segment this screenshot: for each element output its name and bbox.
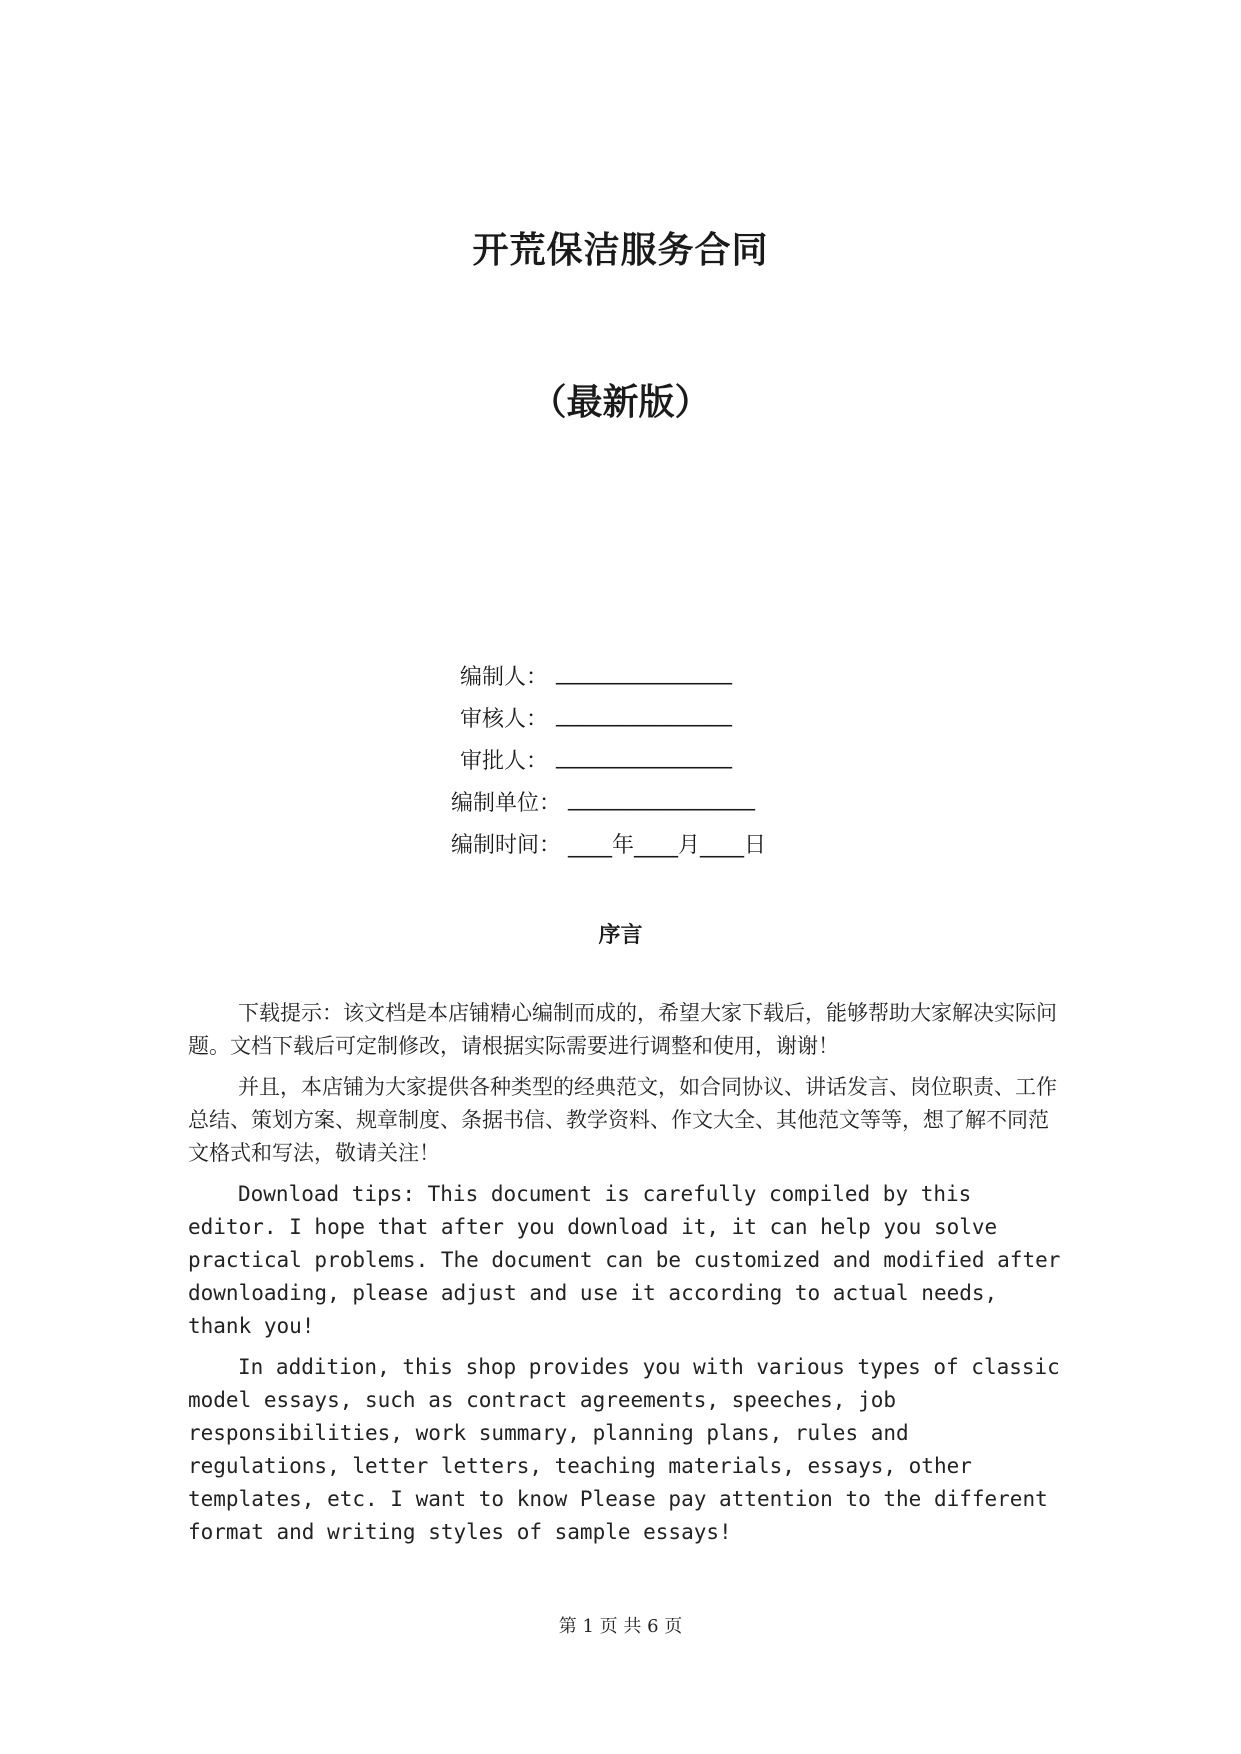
field-label-approver: 审批人：: [459, 749, 548, 774]
preface-paragraph: Download tips: This document is carefully compiled by this editor. I hope that after you download it, it can help you solve practical problems. The document can be customized and modified after downloading, please adjust and use it according to actual needs, thank you!: [188, 1182, 1061, 1338]
preface-paragraph: In addition, this shop provides you with various types of classic model essays, such as contract agreements, speeches, job responsibilities, work summary, planning plans, rules and regulations, letter letters, teaching materials, essays, other templates, etc. I want to know Please pay attention to the different format and writing styles of sample essays!: [188, 1355, 1060, 1544]
field-value-compiler: ________________: [556, 660, 732, 685]
form-row-approver: [0, 744, 1241, 784]
field-label-compiler: 编制人：: [459, 665, 548, 690]
document-subtitle: （最新版）: [530, 381, 711, 423]
preface-heading: 序言: [598, 923, 643, 948]
form-row-compiler: [0, 660, 1241, 700]
form-row-date: [0, 828, 1241, 868]
form-row-reviewer: [0, 702, 1241, 742]
field-value-approver: ________________: [556, 744, 732, 769]
page-number: 第 1 页 共 6 页: [558, 1616, 683, 1637]
field-value-reviewer: ________________: [556, 702, 732, 727]
field-value-unit: _________________: [568, 786, 755, 811]
field-label-unit: 编制单位：: [450, 791, 561, 816]
field-label-date: 编制时间：: [450, 833, 561, 858]
field-label-reviewer: 审核人：: [459, 707, 548, 732]
preface-paragraph: 并且，本店铺为大家提供各种类型的经典范文，如合同协议、讲话发言、岗位职责、工作总结、策划方案、规章制度、条据书信、教学资料、作文大全、其他范文等等，想了解不同范文格式和写法，敬请关注！: [188, 1075, 1057, 1165]
form-row-unit: [0, 786, 1241, 826]
preface-body: [188, 997, 1068, 1557]
preface-paragraph: 下载提示：该文档是本店铺精心编制而成的，希望大家下载后，能够帮助大家解决实际问题。文档下载后可定制修改，请根据实际需要进行调整和使用，谢谢！: [188, 1001, 1057, 1058]
field-value-date: ____年____月____日: [568, 833, 767, 858]
document-title: 开荒保洁服务合同: [472, 229, 769, 271]
